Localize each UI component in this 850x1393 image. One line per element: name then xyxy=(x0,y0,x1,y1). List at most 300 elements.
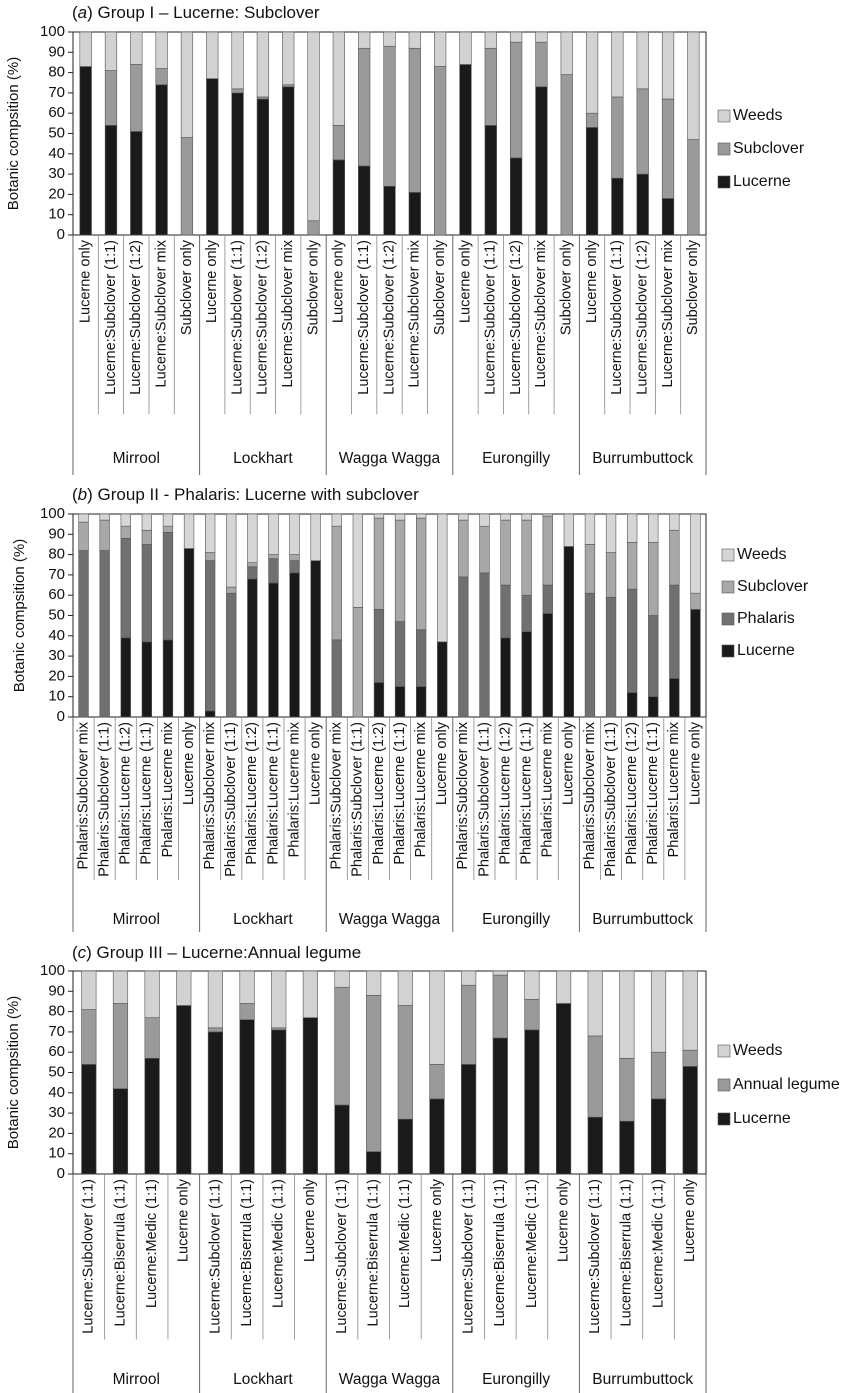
title-prefix: ( xyxy=(72,943,78,962)
bar-subclover-mirrool-4 xyxy=(142,530,152,544)
bar-weeds-lockhart-3 xyxy=(271,971,286,1028)
bar-weeds-eurongilly-2 xyxy=(485,32,497,48)
x-tick-label: Lucerne only xyxy=(307,722,324,806)
bar-phalaris-eurongilly-4 xyxy=(522,595,532,632)
bar-weeds-wagga-wagga-5 xyxy=(434,32,446,67)
bar-weeds-burrumbuttock-4 xyxy=(683,971,698,1050)
bar-weeds-eurongilly-5 xyxy=(543,514,553,516)
bar-subclover-wagga-wagga-3 xyxy=(384,46,396,186)
y-tick-label: 90 xyxy=(48,982,65,1000)
bar-annual-legume-wagga-wagga-4 xyxy=(430,1064,445,1099)
bar-annual-legume-burrumbuttock-3 xyxy=(651,1052,666,1099)
legend-label-annual-legume: Annual legume xyxy=(733,1076,840,1094)
bar-annual-legume-eurongilly-1 xyxy=(461,985,476,1064)
x-tick-label: Phalaris:Lucerne (1:2) xyxy=(244,722,261,865)
bar-weeds-wagga-wagga-1 xyxy=(333,32,345,125)
site-label: Mirrool xyxy=(112,911,160,928)
bar-phalaris-burrumbuttock-1 xyxy=(585,593,595,717)
bar-weeds-wagga-wagga-4 xyxy=(395,514,405,520)
x-tick-label: Subclover only xyxy=(305,240,322,336)
bar-phalaris-eurongilly-1 xyxy=(458,577,468,717)
x-tick-label: Lucerne only xyxy=(682,1179,699,1263)
bar-subclover-mirrool-2 xyxy=(100,520,110,550)
x-tick-label: Lucerne:Subclover (1:1) xyxy=(333,1179,350,1334)
bar-subclover-wagga-wagga-1 xyxy=(333,125,345,160)
bar-weeds-burrumbuttock-5 xyxy=(669,514,679,530)
bar-weeds-mirrool-6 xyxy=(184,514,194,549)
y-tick-label: 0 xyxy=(56,1164,65,1182)
x-tick-label: Lucerne:Subclover mix xyxy=(406,240,423,388)
legend-swatch-weeds xyxy=(718,110,730,122)
x-tick-label: Subclover only xyxy=(558,240,575,336)
legend-swatch-annual-legume xyxy=(718,1079,730,1091)
bar-subclover-mirrool-5 xyxy=(181,138,193,235)
y-tick-label: 80 xyxy=(48,1002,65,1020)
x-tick-label: Phalaris:Lucerne (1:2) xyxy=(497,722,514,865)
bar-lucerne-mirrool-4 xyxy=(142,642,152,717)
legend-swatch-lucerne xyxy=(722,645,734,657)
bar-phalaris-lockhart-2 xyxy=(226,593,236,717)
y-tick-label: 10 xyxy=(48,687,65,705)
x-tick-label: Lucerne:Subclover (1:1) xyxy=(356,240,373,395)
bar-annual-legume-wagga-wagga-2 xyxy=(366,995,381,1151)
x-tick-label: Phalaris:Subclover (1:1) xyxy=(96,722,113,877)
legend-swatch-weeds xyxy=(722,549,734,561)
bar-weeds-mirrool-5 xyxy=(181,32,193,138)
bar-weeds-wagga-wagga-4 xyxy=(409,32,421,48)
bar-subclover-mirrool-3 xyxy=(121,526,131,538)
bar-subclover-burrumbuttock-1 xyxy=(585,544,595,593)
bar-weeds-mirrool-2 xyxy=(113,971,128,1003)
bar-phalaris-lockhart-4 xyxy=(269,559,279,583)
bar-lucerne-wagga-wagga-2 xyxy=(366,1152,381,1174)
panel-a xyxy=(5,3,805,475)
bar-annual-legume-burrumbuttock-2 xyxy=(620,1058,635,1121)
x-tick-label: Lucerne:Subclover (1:2) xyxy=(507,240,524,395)
x-tick-label: Lucerne:Biserrula (1:1) xyxy=(112,1179,129,1327)
legend-label-weeds: Weeds xyxy=(737,546,787,564)
x-tick-label: Lucerne:Subclover (1:2) xyxy=(128,240,145,395)
bar-weeds-lockhart-3 xyxy=(257,32,269,97)
bar-subclover-eurongilly-2 xyxy=(485,48,497,125)
x-tick-label: Phalaris:Subclover mix xyxy=(75,722,92,870)
bar-lucerne-lockhart-3 xyxy=(247,579,257,717)
bar-subclover-eurongilly-3 xyxy=(510,42,522,158)
legend-swatch-phalaris xyxy=(722,613,734,625)
bar-lucerne-lockhart-5 xyxy=(290,573,300,717)
bar-weeds-mirrool-4 xyxy=(176,971,191,1006)
bar-phalaris-mirrool-5 xyxy=(163,532,173,640)
bar-weeds-wagga-wagga-2 xyxy=(366,971,381,995)
x-tick-label: Phalaris:Subclover mix xyxy=(328,722,345,870)
bar-weeds-burrumbuttock-4 xyxy=(662,32,674,99)
bar-weeds-wagga-wagga-1 xyxy=(332,514,342,526)
x-tick-label: Lucerne:Subclover mix xyxy=(533,240,550,388)
bar-lucerne-eurongilly-3 xyxy=(510,158,522,235)
x-tick-label: Lucerne:Subclover (1:1) xyxy=(229,240,246,395)
y-tick-label: 70 xyxy=(48,565,65,583)
bar-subclover-lockhart-2 xyxy=(226,587,236,593)
bar-lucerne-lockhart-1 xyxy=(206,79,218,235)
bar-weeds-mirrool-1 xyxy=(80,32,92,67)
bar-lucerne-wagga-wagga-3 xyxy=(398,1119,413,1174)
bar-lucerne-burrumbuttock-3 xyxy=(637,174,649,235)
bar-subclover-burrumbuttock-6 xyxy=(691,593,701,609)
bar-weeds-lockhart-6 xyxy=(311,514,321,561)
bar-lucerne-eurongilly-1 xyxy=(461,1064,476,1174)
x-tick-label: Lucerne:Subclover (1:2) xyxy=(254,240,271,395)
bar-subclover-wagga-wagga-5 xyxy=(416,518,426,630)
bar-lucerne-lockhart-4 xyxy=(282,87,294,235)
y-tick-label: 50 xyxy=(48,124,65,142)
legend-label-subclover: Subclover xyxy=(737,578,809,596)
bar-lucerne-lockhart-1 xyxy=(208,1032,223,1174)
bar-subclover-mirrool-5 xyxy=(163,526,173,532)
bar-subclover-wagga-wagga-2 xyxy=(358,48,370,166)
site-label: Lockhart xyxy=(233,450,293,467)
y-axis-label: Botanic compsition (%) xyxy=(4,56,22,211)
bar-annual-legume-eurongilly-2 xyxy=(493,975,508,1038)
bar-weeds-mirrool-2 xyxy=(100,514,110,520)
bar-subclover-burrumbuttock-2 xyxy=(606,553,616,598)
x-tick-label: Phalaris:Lucerne (1:2) xyxy=(117,722,134,865)
x-tick-label: Phalaris:Lucerne mix xyxy=(159,722,176,858)
title-prefix: ( xyxy=(72,485,78,504)
bar-weeds-mirrool-3 xyxy=(145,971,160,1018)
y-tick-label: 10 xyxy=(48,205,65,223)
bar-subclover-mirrool-1 xyxy=(79,522,89,550)
x-tick-label: Lucerne only xyxy=(77,240,94,324)
legend-label-phalaris: Phalaris xyxy=(737,610,795,628)
bar-lucerne-mirrool-1 xyxy=(82,1064,97,1174)
bar-subclover-lockhart-2 xyxy=(232,89,244,93)
y-tick-label: 50 xyxy=(48,1063,65,1081)
y-tick-label: 40 xyxy=(48,626,65,644)
bar-subclover-eurongilly-5 xyxy=(543,516,553,585)
bar-phalaris-wagga-wagga-4 xyxy=(395,622,405,687)
bar-phalaris-burrumbuttock-4 xyxy=(648,616,658,697)
bar-phalaris-wagga-wagga-3 xyxy=(374,609,384,682)
bar-annual-legume-lockhart-2 xyxy=(240,1003,255,1019)
site-label: Eurongilly xyxy=(482,450,551,467)
y-tick-label: 60 xyxy=(48,1043,65,1061)
bar-weeds-lockhart-4 xyxy=(269,514,279,555)
bar-phalaris-mirrool-1 xyxy=(79,551,89,717)
x-tick-label: Lucerne only xyxy=(180,722,197,806)
plot-frame xyxy=(73,971,706,1174)
x-tick-label: Lucerne:Subclover (1:1) xyxy=(102,240,119,395)
x-tick-label: Lucerne:Medic (1:1) xyxy=(397,1179,414,1308)
x-tick-label: Lucerne only xyxy=(583,240,600,324)
bar-lucerne-burrumbuttock-1 xyxy=(588,1117,603,1174)
legend-swatch-lucerne xyxy=(718,1113,730,1125)
panel-c xyxy=(5,943,840,1393)
x-tick-label: Lucerne only xyxy=(555,1179,572,1263)
bar-weeds-burrumbuttock-1 xyxy=(586,32,598,113)
title-text: ) Group III – Lucerne:Annual legume xyxy=(86,943,362,962)
y-tick-label: 100 xyxy=(39,504,65,522)
bar-lucerne-eurongilly-4 xyxy=(556,1003,571,1174)
bar-weeds-burrumbuttock-3 xyxy=(627,514,637,542)
x-tick-label: Phalaris:Lucerne mix xyxy=(539,722,556,858)
x-tick-label: Lucerne only xyxy=(175,1179,192,1263)
y-tick-label: 20 xyxy=(48,667,65,685)
bar-weeds-lockhart-5 xyxy=(308,32,320,221)
bar-subclover-eurongilly-5 xyxy=(561,75,573,235)
panel-title xyxy=(72,485,419,504)
bar-phalaris-lockhart-5 xyxy=(290,561,300,573)
x-tick-label: Phalaris:Subclover (1:1) xyxy=(476,722,493,877)
y-tick-label: 70 xyxy=(48,83,65,101)
legend-label-subclover: Subclover xyxy=(733,140,805,158)
bar-lucerne-wagga-wagga-1 xyxy=(333,160,345,235)
bar-weeds-burrumbuttock-2 xyxy=(606,514,616,553)
y-tick-label: 0 xyxy=(56,225,65,243)
bar-annual-legume-mirrool-3 xyxy=(145,1018,160,1059)
bar-lucerne-burrumbuttock-5 xyxy=(669,678,679,717)
x-tick-label: Subclover only xyxy=(685,240,702,336)
x-tick-label: Phalaris:Lucerne mix xyxy=(412,722,429,858)
bar-weeds-eurongilly-2 xyxy=(480,514,490,526)
bar-weeds-eurongilly-1 xyxy=(460,32,472,64)
bar-lucerne-mirrool-4 xyxy=(156,85,168,235)
x-tick-label: Lucerne:Subclover (1:1) xyxy=(460,1179,477,1334)
panel-title xyxy=(72,943,361,962)
x-tick-label: Lucerne:Medic (1:1) xyxy=(270,1179,287,1308)
y-tick-label: 0 xyxy=(56,707,65,725)
y-axis-label: Botanic compsition (%) xyxy=(4,995,22,1150)
bar-weeds-lockhart-1 xyxy=(208,971,223,1028)
bar-subclover-eurongilly-1 xyxy=(458,520,468,577)
bar-lucerne-wagga-wagga-6 xyxy=(437,642,447,717)
bar-weeds-eurongilly-1 xyxy=(461,971,476,985)
bar-weeds-mirrool-5 xyxy=(163,514,173,526)
bar-subclover-mirrool-3 xyxy=(130,64,142,131)
bar-weeds-mirrool-2 xyxy=(105,32,117,71)
bar-lucerne-wagga-wagga-2 xyxy=(358,166,370,235)
y-tick-label: 30 xyxy=(48,1104,65,1122)
x-tick-label: Phalaris:Subclover (1:1) xyxy=(223,722,240,877)
bar-lucerne-burrumbuttock-4 xyxy=(662,198,674,235)
x-tick-label: Subclover only xyxy=(178,240,195,336)
bar-lucerne-wagga-wagga-3 xyxy=(374,682,384,717)
x-tick-label: Lucerne only xyxy=(330,240,347,324)
x-tick-label: Lucerne:Biserrula (1:1) xyxy=(365,1179,382,1327)
y-tick-label: 20 xyxy=(48,1124,65,1142)
x-tick-label: Lucerne:Subclover (1:2) xyxy=(381,240,398,395)
bar-lucerne-eurongilly-3 xyxy=(501,638,511,717)
bar-weeds-burrumbuttock-2 xyxy=(612,32,624,97)
bar-lucerne-eurongilly-5 xyxy=(543,613,553,717)
x-tick-label: Lucerne:Subclover (1:1) xyxy=(482,240,499,395)
y-tick-label: 100 xyxy=(39,961,65,979)
x-tick-label: Lucerne only xyxy=(560,722,577,806)
bar-weeds-lockhart-2 xyxy=(226,514,236,587)
y-tick-label: 80 xyxy=(48,63,65,81)
y-tick-label: 30 xyxy=(48,647,65,665)
site-label: Eurongilly xyxy=(482,911,551,928)
bar-weeds-wagga-wagga-6 xyxy=(437,514,447,642)
bar-weeds-eurongilly-3 xyxy=(525,971,540,999)
bar-weeds-lockhart-5 xyxy=(290,514,300,555)
bar-subclover-mirrool-2 xyxy=(105,71,117,126)
x-tick-label: Lucerne:Subclover (1:1) xyxy=(207,1179,224,1334)
bar-lucerne-wagga-wagga-1 xyxy=(335,1105,350,1174)
bar-weeds-lockhart-4 xyxy=(303,971,318,1018)
bar-lucerne-burrumbuttock-6 xyxy=(691,609,701,717)
bar-lucerne-mirrool-5 xyxy=(163,640,173,717)
bar-subclover-burrumbuttock-5 xyxy=(669,530,679,585)
bar-weeds-wagga-wagga-3 xyxy=(384,32,396,46)
bar-phalaris-eurongilly-2 xyxy=(480,573,490,717)
bar-lucerne-lockhart-2 xyxy=(240,1020,255,1174)
y-tick-label: 100 xyxy=(39,22,65,40)
bar-subclover-wagga-wagga-4 xyxy=(409,48,421,192)
bar-phalaris-burrumbuttock-3 xyxy=(627,589,637,693)
bar-lucerne-mirrool-3 xyxy=(130,131,142,235)
bar-lucerne-eurongilly-2 xyxy=(493,1038,508,1174)
x-tick-label: Phalaris:Lucerne (1:2) xyxy=(370,722,387,865)
bar-lucerne-lockhart-6 xyxy=(311,561,321,717)
bar-lucerne-burrumbuttock-4 xyxy=(648,697,658,717)
bar-annual-legume-wagga-wagga-1 xyxy=(335,987,350,1105)
bar-lucerne-lockhart-3 xyxy=(271,1030,286,1174)
bar-phalaris-mirrool-4 xyxy=(142,544,152,641)
bar-subclover-burrumbuttock-4 xyxy=(648,542,658,615)
x-tick-label: Phalaris:Lucerne (1:1) xyxy=(391,722,408,865)
y-tick-label: 80 xyxy=(48,545,65,563)
legend-swatch-weeds xyxy=(718,1045,730,1057)
title-prefix: ( xyxy=(72,3,78,22)
bar-weeds-lockhart-2 xyxy=(232,32,244,89)
legend-label-lucerne: Lucerne xyxy=(733,1110,791,1128)
legend-swatch-lucerne xyxy=(718,176,730,188)
bar-weeds-eurongilly-3 xyxy=(510,32,522,42)
bar-lucerne-wagga-wagga-5 xyxy=(416,687,426,717)
x-tick-label: Lucerne only xyxy=(428,1179,445,1263)
bar-subclover-lockhart-5 xyxy=(308,221,320,235)
site-label: Wagga Wagga xyxy=(338,1371,441,1388)
bar-lucerne-lockhart-4 xyxy=(303,1018,318,1174)
x-tick-label: Lucerne:Subclover (1:1) xyxy=(609,240,626,395)
site-label: Mirrool xyxy=(112,450,160,467)
bar-weeds-mirrool-1 xyxy=(82,971,97,1010)
x-tick-label: Lucerne only xyxy=(204,240,221,324)
bar-phalaris-eurongilly-3 xyxy=(501,585,511,638)
bar-weeds-burrumbuttock-3 xyxy=(651,971,666,1052)
bar-lucerne-lockhart-3 xyxy=(257,99,269,235)
bar-annual-legume-mirrool-2 xyxy=(113,1003,128,1088)
legend-label-lucerne: Lucerne xyxy=(733,173,791,191)
bar-weeds-wagga-wagga-2 xyxy=(358,32,370,48)
bar-weeds-wagga-wagga-4 xyxy=(430,971,445,1064)
bar-lucerne-mirrool-6 xyxy=(184,549,194,717)
bar-phalaris-mirrool-3 xyxy=(121,538,131,637)
bar-phalaris-wagga-wagga-1 xyxy=(332,640,342,717)
site-label: Lockhart xyxy=(233,1371,293,1388)
x-tick-label: Phalaris:Lucerne (1:2) xyxy=(623,722,640,865)
bar-weeds-burrumbuttock-6 xyxy=(691,514,701,593)
bar-lucerne-mirrool-3 xyxy=(121,638,131,717)
x-tick-label: Lucerne:Subclover mix xyxy=(153,240,170,388)
title-text: ) Group II - Phalaris: Lucerne with subclover xyxy=(87,485,419,504)
bar-phalaris-wagga-wagga-5 xyxy=(416,630,426,687)
title-text: ) Group I – Lucerne: Subclover xyxy=(87,3,320,22)
bar-weeds-eurongilly-5 xyxy=(561,32,573,75)
site-label: Mirrool xyxy=(112,1371,160,1388)
bar-phalaris-burrumbuttock-2 xyxy=(606,597,616,717)
bar-phalaris-lockhart-1 xyxy=(205,561,215,711)
y-tick-label: 70 xyxy=(48,1022,65,1040)
bar-lucerne-eurongilly-3 xyxy=(525,1030,540,1174)
bar-weeds-lockhart-1 xyxy=(205,514,215,553)
bar-phalaris-mirrool-2 xyxy=(100,551,110,717)
bar-subclover-burrumbuttock-3 xyxy=(637,89,649,174)
x-tick-label: Lucerne:Biserrula (1:1) xyxy=(238,1179,255,1327)
bar-lucerne-burrumbuttock-3 xyxy=(651,1099,666,1174)
bar-lucerne-eurongilly-2 xyxy=(485,125,497,235)
bar-subclover-mirrool-4 xyxy=(156,69,168,85)
bar-phalaris-burrumbuttock-5 xyxy=(669,585,679,678)
site-label: Wagga Wagga xyxy=(338,911,441,928)
x-tick-label: Lucerne:Subclover (1:1) xyxy=(80,1179,97,1334)
bar-weeds-wagga-wagga-3 xyxy=(398,971,413,1006)
bar-weeds-burrumbuttock-3 xyxy=(637,32,649,89)
bar-annual-legume-lockhart-3 xyxy=(271,1028,286,1030)
title-tag: c xyxy=(77,943,87,962)
bar-weeds-lockhart-3 xyxy=(247,514,257,563)
y-tick-label: 90 xyxy=(48,43,65,61)
site-label: Lockhart xyxy=(233,911,293,928)
site-label: Wagga Wagga xyxy=(338,450,441,467)
bar-weeds-burrumbuttock-4 xyxy=(648,514,658,542)
bar-weeds-eurongilly-4 xyxy=(556,971,571,1003)
bar-subclover-eurongilly-2 xyxy=(480,526,490,573)
bar-subclover-wagga-wagga-3 xyxy=(374,518,384,609)
bar-weeds-burrumbuttock-2 xyxy=(620,971,635,1058)
bar-lucerne-wagga-wagga-4 xyxy=(430,1099,445,1174)
bar-lucerne-burrumbuttock-2 xyxy=(620,1121,635,1174)
bar-subclover-wagga-wagga-4 xyxy=(395,520,405,622)
panel-title xyxy=(72,3,320,22)
bar-weeds-wagga-wagga-5 xyxy=(416,514,426,518)
legend-swatch-subclover xyxy=(722,581,734,593)
x-tick-label: Lucerne:Biserrula (1:1) xyxy=(492,1179,509,1327)
bar-weeds-lockhart-4 xyxy=(282,32,294,85)
x-tick-label: Phalaris:Subclover mix xyxy=(455,722,472,870)
x-tick-label: Lucerne only xyxy=(457,240,474,324)
bar-subclover-wagga-wagga-2 xyxy=(353,607,363,717)
x-tick-label: Lucerne only xyxy=(434,722,451,806)
x-tick-label: Phalaris:Subclover mix xyxy=(581,722,598,870)
y-tick-label: 60 xyxy=(48,586,65,604)
bar-lucerne-eurongilly-1 xyxy=(460,64,472,235)
bar-subclover-burrumbuttock-1 xyxy=(586,113,598,127)
bar-subclover-burrumbuttock-4 xyxy=(662,99,674,198)
bar-lucerne-wagga-wagga-3 xyxy=(384,186,396,235)
bar-weeds-burrumbuttock-5 xyxy=(688,32,700,140)
bar-lucerne-burrumbuttock-4 xyxy=(683,1066,698,1174)
bar-weeds-burrumbuttock-1 xyxy=(588,971,603,1036)
bar-annual-legume-burrumbuttock-4 xyxy=(683,1050,698,1066)
bar-weeds-eurongilly-6 xyxy=(564,514,574,546)
bar-weeds-mirrool-3 xyxy=(130,32,142,64)
x-tick-label: Phalaris:Lucerne (1:1) xyxy=(265,722,282,865)
bar-weeds-eurongilly-4 xyxy=(536,32,548,42)
bar-subclover-lockhart-3 xyxy=(247,563,257,567)
bar-subclover-lockhart-4 xyxy=(282,85,294,87)
x-tick-label: Lucerne:Medic (1:1) xyxy=(523,1179,540,1308)
